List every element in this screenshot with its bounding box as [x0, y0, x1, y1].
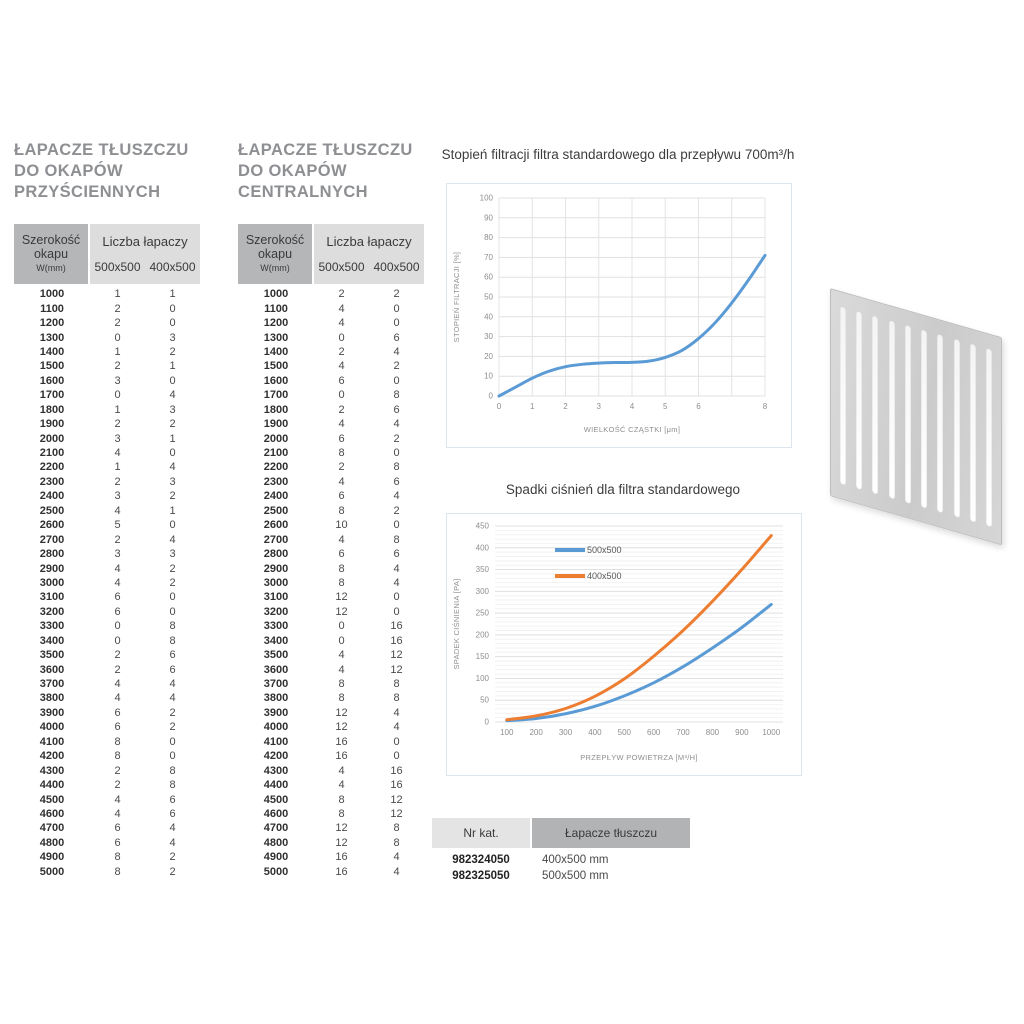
filter-slat	[905, 324, 911, 504]
table-row: 4900 16 4	[263, 851, 400, 864]
svg-text:SPADEK CIŚNIENIA [PA]: SPADEK CIŚNIENIA [PA]	[452, 578, 461, 670]
svg-text:30: 30	[484, 332, 493, 342]
heading-line: ŁAPACZE TŁUSZCZU	[14, 141, 189, 159]
table-row: 2900 4 2	[39, 562, 176, 575]
column-header-count: Liczba łapaczy	[326, 234, 412, 250]
table-row: 3600 4 12	[263, 663, 403, 676]
table-row: 2100 8 0	[263, 447, 400, 460]
filter-slat	[889, 320, 895, 500]
table-row: 2600 5 0	[39, 519, 176, 532]
table-row: 3300 0 8	[39, 620, 176, 633]
catalog-header-nr-kat: Nr kat.	[432, 818, 530, 848]
svg-text:300: 300	[475, 586, 489, 596]
column-header-width: Szerokość okapu W(mm)	[238, 224, 312, 284]
table-row: 2400 6 4	[263, 490, 400, 503]
svg-text:STOPIEŃ FILTRACJI [%]: STOPIEŃ FILTRACJI [%]	[452, 251, 461, 343]
table-row: 4200 16 0	[263, 750, 400, 763]
table-row: 2500 4 1	[39, 504, 176, 517]
table-row: 4700 6 4	[39, 822, 176, 835]
table-row: 1000 2 2	[263, 288, 400, 301]
table-row: 3200 6 0	[39, 605, 176, 618]
table-row: 1600 3 0	[39, 374, 176, 387]
svg-text:80: 80	[484, 233, 493, 243]
table-row: 3000 8 4	[263, 576, 400, 589]
svg-text:50: 50	[480, 695, 489, 705]
table-row: 4800 12 8	[263, 836, 400, 849]
heading-line: PRZYŚCIENNYCH	[14, 183, 161, 201]
svg-text:0: 0	[496, 402, 502, 411]
svg-text:70: 70	[484, 252, 493, 262]
svg-text:1000: 1000	[762, 728, 781, 737]
svg-text:4: 4	[629, 402, 635, 411]
table-row: 3800 8 8	[263, 692, 400, 705]
filter-slat	[840, 306, 846, 486]
table-row: 1100 4 0	[264, 302, 400, 315]
filtration-chart	[446, 183, 792, 448]
svg-text:5: 5	[663, 402, 668, 411]
heading-line: DO OKAPÓW	[238, 162, 348, 180]
column-header-group	[90, 224, 200, 284]
table-row: 1400 2 4	[263, 345, 400, 358]
table-row: 1600 6 0	[263, 374, 400, 387]
table-row: 2700 4 8	[263, 533, 400, 546]
svg-text:350: 350	[475, 565, 489, 575]
table-row: 1700 0 4	[39, 389, 176, 402]
table-header	[14, 224, 200, 284]
table-row: 1200 2 0	[39, 317, 176, 330]
svg-text:450: 450	[475, 521, 489, 531]
heading-wall-hoods	[14, 140, 224, 203]
svg-text:500: 500	[617, 728, 631, 737]
table-row: 2200 2 8	[263, 461, 400, 474]
table-row: 4500 8 12	[263, 793, 403, 806]
table-body	[14, 287, 200, 879]
table-row: 4100 8 0	[39, 735, 176, 748]
catalog-header	[432, 818, 690, 848]
svg-text:700: 700	[676, 728, 690, 737]
heading-central-hoods	[238, 140, 448, 203]
table-row: 3800 4 4	[39, 692, 176, 705]
svg-text:400: 400	[588, 728, 602, 737]
svg-text:800: 800	[705, 728, 720, 737]
table-row: 3100 12 0	[263, 591, 400, 604]
table-row: 4400 2 8	[39, 779, 176, 792]
filter-slat	[954, 338, 960, 518]
filtration-chart-title: Stopień filtracji filtra standardowego dla przepływu 700m³/h	[441, 147, 795, 162]
column-header-width: Szerokość okapu W(mm)	[14, 224, 88, 284]
table-row: 3600 2 6	[39, 663, 176, 676]
table-row: 5000 16 4	[263, 865, 400, 878]
pressure-chart	[446, 513, 802, 776]
column-header-400x500: 400x500	[373, 259, 420, 274]
table-row: 1900 2 2	[39, 418, 176, 431]
svg-text:1: 1	[530, 402, 535, 411]
table-row: 982325050 500x500 mm	[452, 870, 609, 882]
table-row: 4000 12 4	[263, 721, 400, 734]
table-row: 3200 12 0	[263, 605, 400, 618]
svg-text:300: 300	[558, 728, 573, 737]
table-row: 1500 4 2	[263, 360, 400, 373]
table-row: 2800 3 3	[39, 548, 176, 561]
table-row: 1100 2 0	[40, 302, 176, 315]
filter-slat	[856, 311, 862, 491]
table-row: 3400 0 8	[39, 634, 176, 647]
svg-text:PRZEPŁYW POWIETRZA [M³/H]: PRZEPŁYW POWIETRZA [M³/H]	[580, 753, 698, 762]
filter-slat	[921, 329, 927, 509]
svg-text:50: 50	[484, 292, 493, 302]
table-row: 4200 8 0	[39, 750, 176, 763]
table-header	[238, 224, 424, 284]
svg-text:90: 90	[484, 213, 493, 223]
table-row: 2600 10 0	[263, 519, 400, 532]
table-row: 2300 4 6	[263, 475, 400, 488]
svg-text:400x500: 400x500	[587, 571, 622, 581]
table-row: 2500 8 2	[263, 504, 400, 517]
table-row: 2800 6 6	[263, 548, 400, 561]
svg-text:20: 20	[484, 351, 493, 361]
filter-slat	[986, 348, 992, 528]
filter-slat	[937, 334, 943, 514]
svg-text:40: 40	[484, 312, 493, 322]
table-row: 3100 6 0	[39, 591, 176, 604]
catalog-body	[432, 852, 690, 884]
svg-text:100: 100	[500, 728, 514, 737]
svg-text:10: 10	[484, 371, 493, 381]
svg-text:8: 8	[762, 402, 768, 411]
table-row: 3500 2 6	[39, 649, 176, 662]
table-row: 4500 4 6	[39, 793, 176, 806]
catalog-table	[432, 818, 690, 884]
svg-text:400: 400	[475, 543, 489, 553]
table-row: 1000 1 1	[39, 288, 176, 301]
table-row: 2100 4 0	[39, 447, 176, 460]
table-row: 2300 2 3	[39, 475, 176, 488]
table-row: 4000 6 2	[39, 721, 176, 734]
table-row: 1500 2 1	[39, 360, 176, 373]
svg-text:600: 600	[647, 728, 661, 737]
table-row: 4600 4 6	[39, 807, 176, 820]
column-header-400x500: 400x500	[149, 259, 196, 274]
table-row: 3900 12 4	[263, 706, 400, 719]
table-row: 1400 1 2	[39, 345, 176, 358]
table-row: 1200 4 0	[263, 317, 400, 330]
baffle-filter-panel	[830, 288, 1002, 545]
table-row: 3000 4 2	[39, 576, 176, 589]
table-row: 4300 2 8	[39, 764, 176, 777]
table-central-hoods	[238, 224, 424, 879]
svg-text:200: 200	[475, 630, 489, 640]
svg-text:100: 100	[479, 193, 493, 203]
table-row: 1900 4 4	[263, 418, 400, 431]
table-row: 1300 0 3	[39, 331, 176, 344]
table-row: 4700 12 8	[263, 822, 400, 835]
table-row: 1300 0 6	[263, 331, 400, 344]
heading-line: ŁAPACZE TŁUSZCZU	[238, 141, 413, 159]
table-wall-hoods	[14, 224, 200, 879]
table-row: 3700 4 4	[39, 678, 176, 691]
svg-text:6: 6	[696, 402, 701, 411]
table-row: 1800 1 3	[39, 403, 176, 416]
table-row: 2000 3 1	[39, 432, 176, 445]
pressure-chart-title: Spadki ciśnień dla filtra standardowego	[505, 482, 741, 497]
svg-text:3: 3	[596, 402, 601, 411]
table-row: 5000 8 2	[39, 865, 176, 878]
svg-text:200: 200	[529, 728, 543, 737]
table-row: 3900 6 2	[39, 706, 176, 719]
table-row: 2400 3 2	[39, 490, 176, 503]
svg-text:500x500: 500x500	[587, 545, 622, 555]
table-row: 2900 8 4	[263, 562, 400, 575]
heading-line: DO OKAPÓW	[14, 162, 124, 180]
filter-slat	[970, 343, 976, 523]
svg-text:250: 250	[475, 608, 489, 618]
table-row: 4600 8 12	[263, 807, 403, 820]
table-row: 1700 0 8	[263, 389, 400, 402]
table-row: 3500 4 12	[263, 649, 403, 662]
svg-text:150: 150	[475, 652, 489, 662]
table-row: 2700 2 4	[39, 533, 176, 546]
svg-text:100: 100	[475, 673, 489, 683]
column-header-500x500: 500x500	[318, 259, 365, 274]
table-row: 4400 4 16	[263, 779, 403, 792]
table-row: 2200 1 4	[39, 461, 176, 474]
table-row: 4900 8 2	[39, 851, 176, 864]
svg-text:2: 2	[563, 402, 568, 411]
column-header-500x500: 500x500	[94, 259, 141, 274]
svg-text:WIELKOŚĆ CZĄSTKI [μm]: WIELKOŚĆ CZĄSTKI [μm]	[583, 425, 681, 434]
table-row: 3700 8 8	[263, 678, 400, 691]
table-row: 4300 4 16	[263, 764, 403, 777]
column-header-group	[314, 224, 424, 284]
grease-filter-product-image	[830, 288, 1016, 564]
table-row: 3400 0 16	[263, 634, 403, 647]
filter-slat	[872, 315, 878, 495]
heading-line: CENTRALNYCH	[238, 183, 368, 201]
svg-text:0: 0	[488, 391, 493, 401]
table-row: 2000 6 2	[263, 432, 400, 445]
table-row: 3300 0 16	[263, 620, 403, 633]
svg-text:0: 0	[484, 717, 489, 727]
table-row: 982324050 400x500 mm	[452, 854, 609, 866]
table-row: 4800 6 4	[39, 836, 176, 849]
table-row: 1800 2 6	[263, 403, 400, 416]
catalog-header-lapacze: Łapacze tłuszczu	[532, 818, 690, 848]
table-row: 4100 16 0	[263, 735, 400, 748]
column-header-count: Liczba łapaczy	[102, 234, 188, 250]
svg-text:60: 60	[484, 272, 493, 282]
table-body	[238, 287, 424, 879]
svg-text:900: 900	[735, 728, 749, 737]
